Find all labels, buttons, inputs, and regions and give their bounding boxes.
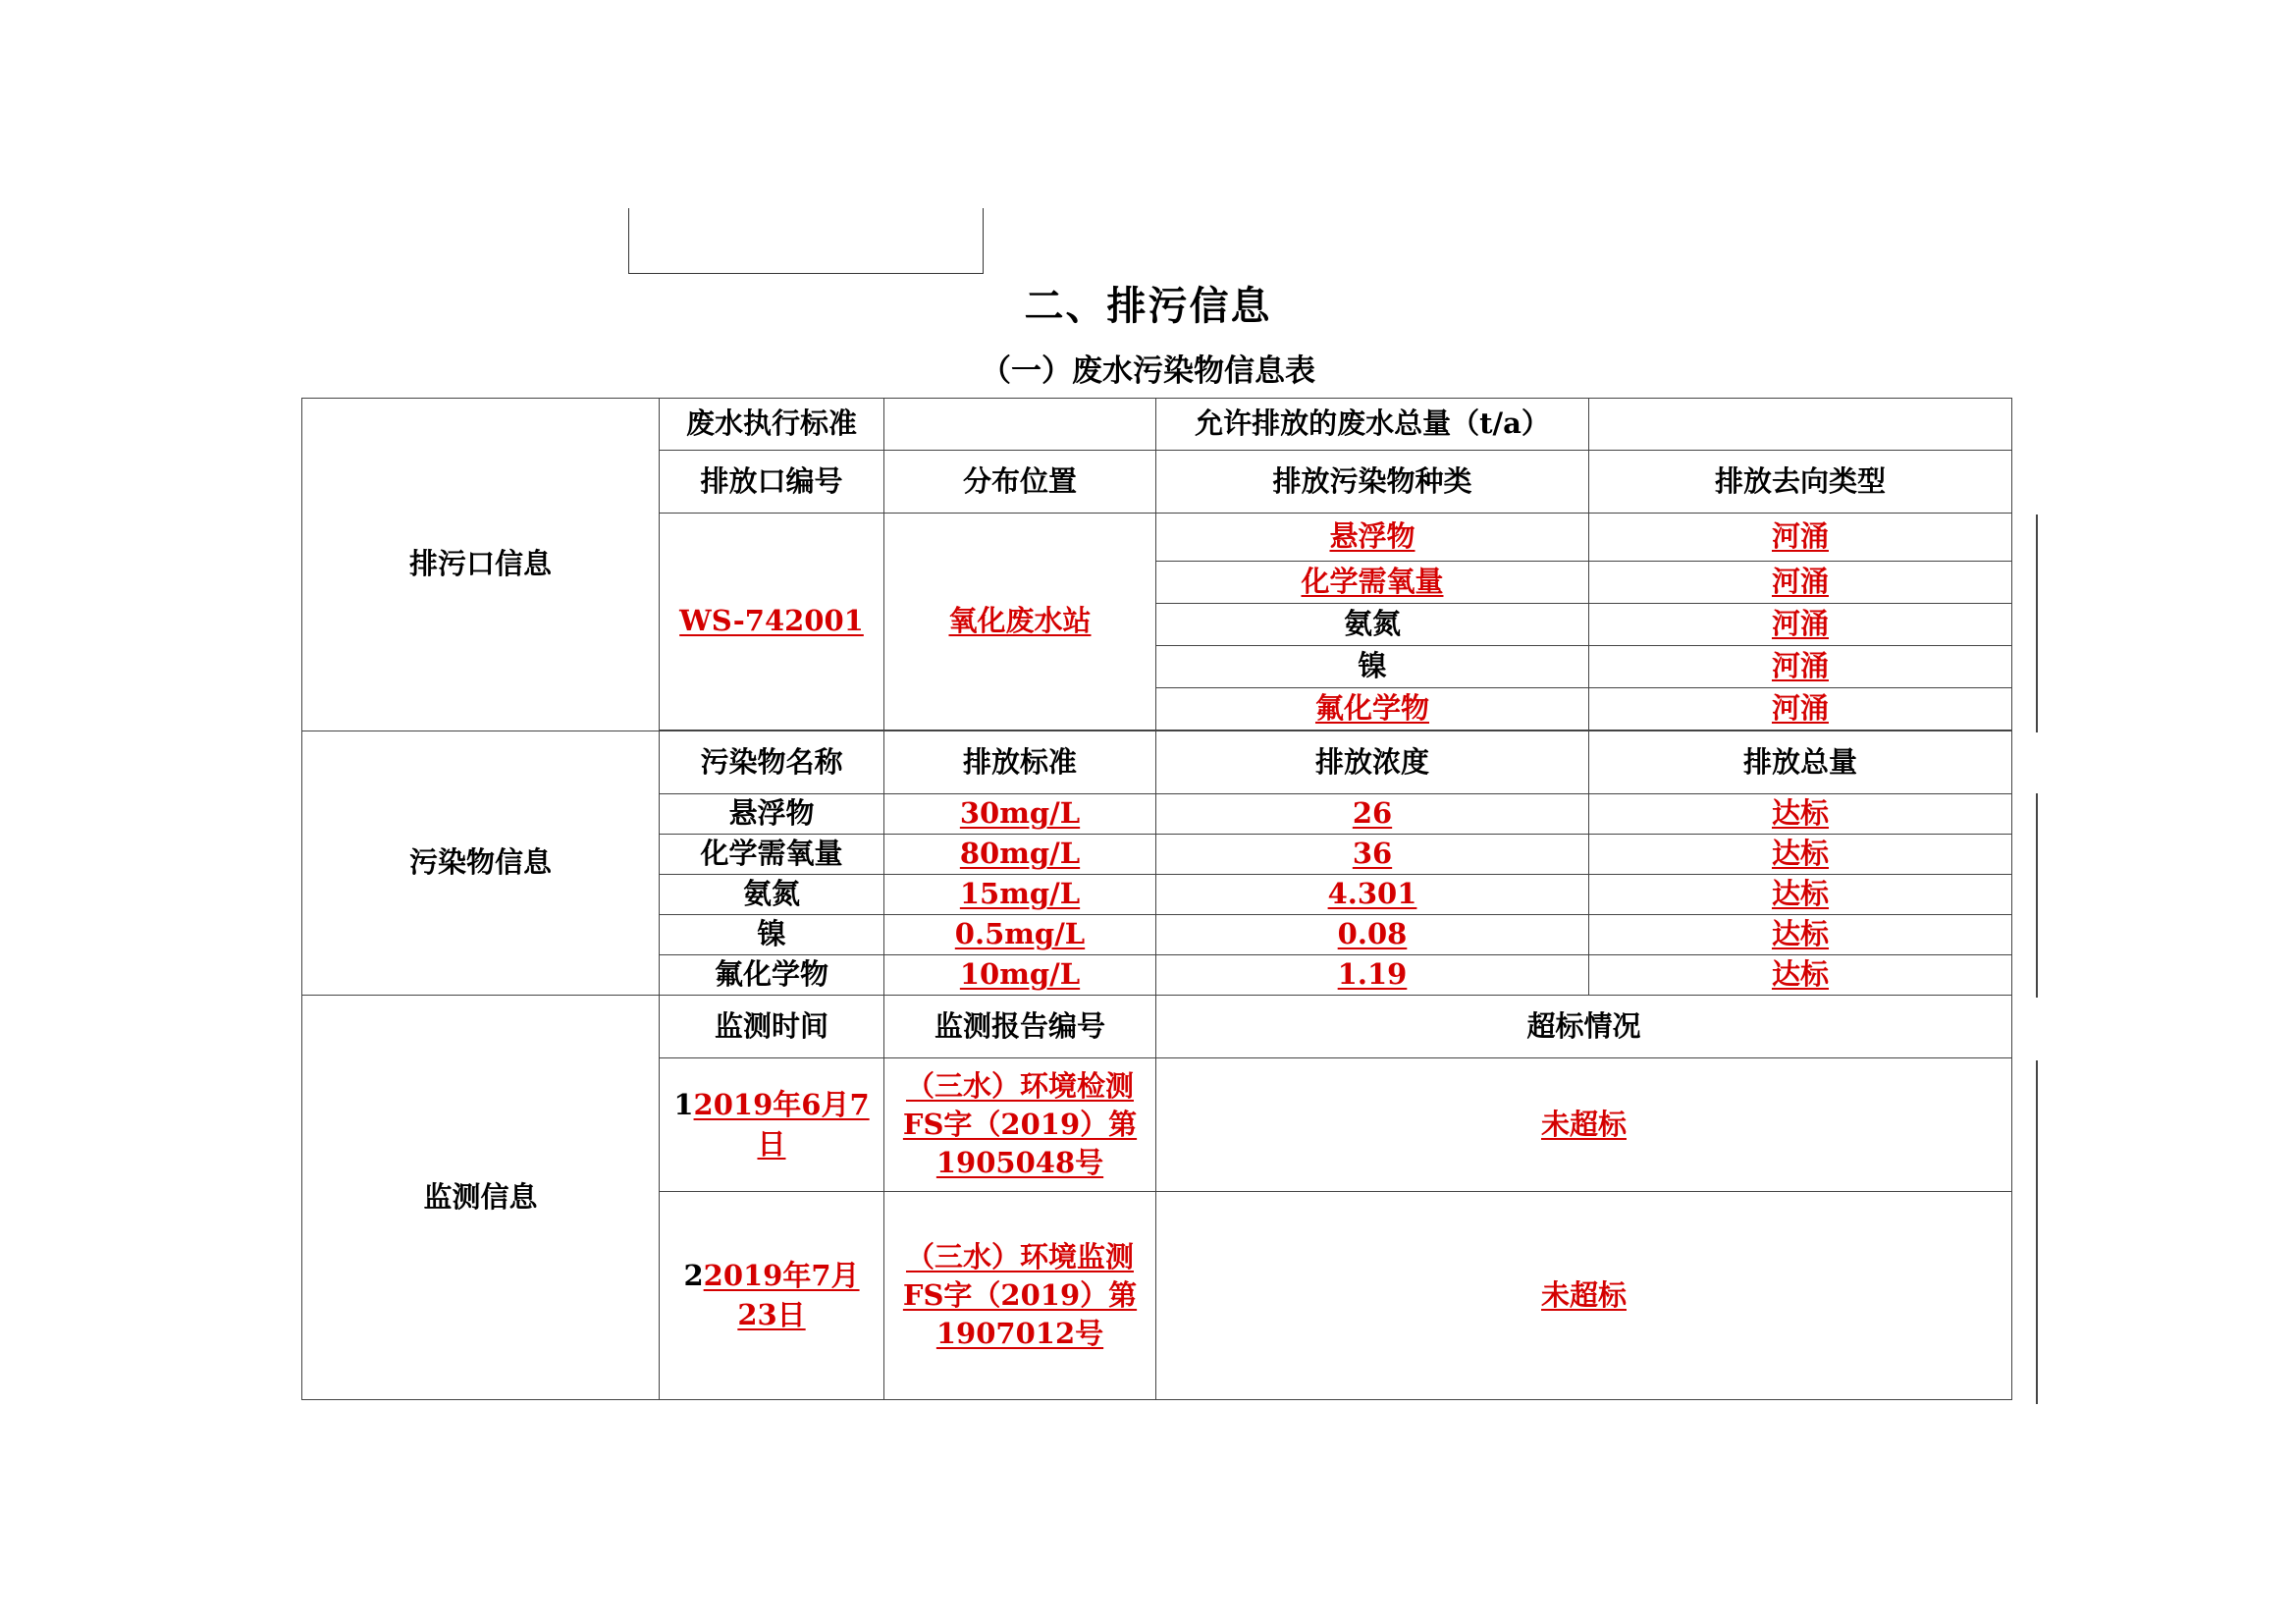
header-emission-standard: 排放标准 bbox=[884, 731, 1156, 794]
header-pollutant-type: 排放污染物种类 bbox=[1156, 451, 1589, 514]
pollutant-concentration: 1.19 bbox=[1156, 955, 1589, 996]
header-concentration: 排放浓度 bbox=[1156, 731, 1589, 794]
monitor-index: 1 bbox=[673, 1088, 694, 1122]
pollutant-total: 达标 bbox=[1589, 794, 2012, 835]
outfall-section-label: 排污口信息 bbox=[302, 399, 660, 731]
pollutant-total: 达标 bbox=[1589, 835, 2012, 875]
margin-marker-line bbox=[2036, 1060, 2038, 1404]
allowed-total-label: 允许排放的废水总量（t/a） bbox=[1156, 399, 1589, 451]
monitor-time bbox=[660, 1192, 884, 1400]
outfall-pollutant: 悬浮物 bbox=[1156, 514, 1589, 562]
monitor-status: 未超标 bbox=[1156, 1192, 2012, 1400]
allowed-total-value bbox=[1589, 399, 2012, 451]
header-location: 分布位置 bbox=[884, 451, 1156, 514]
pollutant-name: 氨氮 bbox=[660, 875, 884, 915]
pollutant-concentration: 0.08 bbox=[1156, 915, 1589, 955]
pollutant-standard: 30mg/L bbox=[884, 794, 1156, 835]
monitor-report-no: （三水）环境监测FS字（2019）第1907012号 bbox=[884, 1192, 1156, 1400]
pollutant-name: 化学需氧量 bbox=[660, 835, 884, 875]
standard-label: 废水执行标准 bbox=[660, 399, 884, 451]
pollutant-standard: 0.5mg/L bbox=[884, 915, 1156, 955]
outfall-location: 氧化废水站 bbox=[884, 514, 1156, 731]
pollutant-concentration: 26 bbox=[1156, 794, 1589, 835]
standard-value bbox=[884, 399, 1156, 451]
pollutant-name: 镍 bbox=[660, 915, 884, 955]
wastewater-pollutant-table bbox=[301, 398, 2012, 1400]
pollutant-name: 悬浮物 bbox=[660, 794, 884, 835]
header-outfall-id: 排放口编号 bbox=[660, 451, 884, 514]
page-top-box-fragment bbox=[628, 208, 984, 274]
outfall-destination: 河涌 bbox=[1589, 646, 2012, 688]
header-monitor-time: 监测时间 bbox=[660, 996, 884, 1058]
monitoring-section-label: 监测信息 bbox=[302, 996, 660, 1400]
page-title: 二、排污信息 bbox=[1024, 283, 1272, 329]
pollutant-standard: 15mg/L bbox=[884, 875, 1156, 915]
outfall-destination: 河涌 bbox=[1589, 514, 2012, 562]
pollutant-standard: 10mg/L bbox=[884, 955, 1156, 996]
header-exceed-status: 超标情况 bbox=[1156, 996, 2012, 1058]
monitor-status: 未超标 bbox=[1156, 1058, 2012, 1192]
margin-marker-line bbox=[2036, 793, 2038, 998]
monitor-index: 2 bbox=[683, 1259, 704, 1293]
header-destination-type: 排放去向类型 bbox=[1589, 451, 2012, 514]
pollutant-total: 达标 bbox=[1589, 875, 2012, 915]
outfall-pollutant: 氟化学物 bbox=[1156, 688, 1589, 731]
header-pollutant-name: 污染物名称 bbox=[660, 731, 884, 794]
outfall-destination: 河涌 bbox=[1589, 562, 2012, 604]
pollutant-section-label: 污染物信息 bbox=[302, 731, 660, 996]
outfall-pollutant: 氨氮 bbox=[1156, 604, 1589, 646]
outfall-destination: 河涌 bbox=[1589, 688, 2012, 731]
monitor-report-no: （三水）环境检测FS字（2019）第1905048号 bbox=[884, 1058, 1156, 1192]
outfall-destination: 河涌 bbox=[1589, 604, 2012, 646]
outfall-pollutant: 镍 bbox=[1156, 646, 1589, 688]
monitor-date: 2019年7月23日 bbox=[703, 1259, 860, 1331]
pollutant-name: 氟化学物 bbox=[660, 955, 884, 996]
pollutant-concentration: 4.301 bbox=[1156, 875, 1589, 915]
header-report-no: 监测报告编号 bbox=[884, 996, 1156, 1058]
pollutant-standard: 80mg/L bbox=[884, 835, 1156, 875]
outfall-id: WS-742001 bbox=[660, 514, 884, 731]
table-title: （一）废水污染物信息表 bbox=[981, 353, 1315, 389]
outfall-pollutant: 化学需氧量 bbox=[1156, 562, 1589, 604]
monitor-time bbox=[660, 1058, 884, 1192]
margin-marker-line bbox=[2036, 514, 2038, 732]
pollutant-concentration: 36 bbox=[1156, 835, 1589, 875]
pollutant-total: 达标 bbox=[1589, 915, 2012, 955]
monitor-date: 2019年6月7日 bbox=[693, 1088, 870, 1161]
header-total: 排放总量 bbox=[1589, 731, 2012, 794]
pollutant-total: 达标 bbox=[1589, 955, 2012, 996]
